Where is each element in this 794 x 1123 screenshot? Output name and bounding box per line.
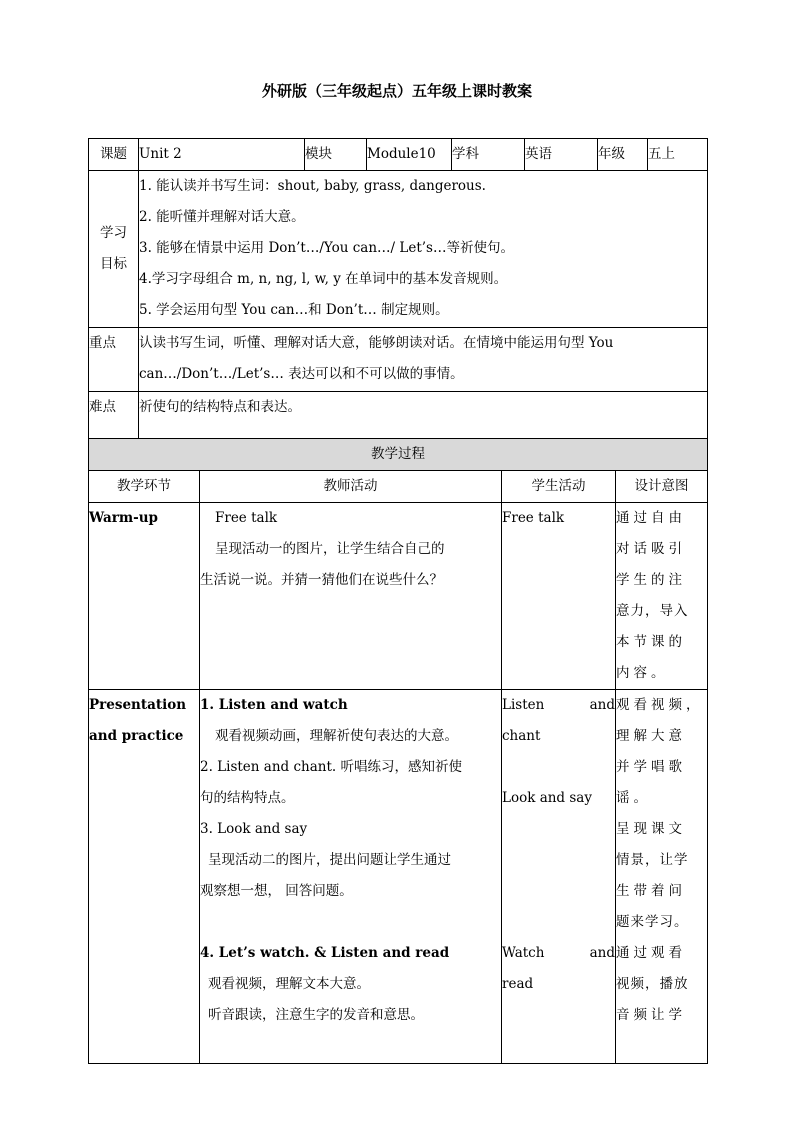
grade-value: 五上	[648, 139, 708, 171]
column-header-student: 学生活动	[502, 471, 616, 503]
column-header-row	[89, 471, 708, 503]
goal-item: 5. 学会运用句型 You can…和 Don’t… 制定规则。	[139, 302, 449, 318]
warmup-student-activity: Free talk	[502, 503, 616, 690]
presentation-row	[89, 690, 708, 1064]
key-points-label: 重点	[89, 328, 139, 392]
column-header-purpose: 设计意图	[616, 471, 708, 503]
topic-value: Unit 2	[139, 139, 305, 171]
lesson-info-table	[88, 138, 708, 440]
goals-label: 学习 目标	[89, 171, 139, 328]
student-activity-2: Look and say	[502, 790, 592, 806]
difficulty-text: 祈使句的结构特点和表达。	[139, 392, 708, 440]
key-points-row	[89, 328, 708, 392]
warmup-stage: Warm-up	[89, 503, 200, 690]
document-title: 外研版（三年级起点）五年级上课时教案	[261, 82, 532, 100]
goal-item: 2. 能听懂并理解对话大意。	[139, 209, 305, 225]
key-points-text: 认读书写生词，听懂、理解对话大意，能够朗读对话。在情境中能运用句型 You can…/Don’t…/Let’s… 表达可以和不可以做的事情。	[139, 328, 708, 392]
module-value: Module10	[367, 139, 452, 171]
presentation-purpose: 观看视频， 理解大意 并学唱歌 谣。 呈现课文 情景，让学 生带着问 题来学习。 通过观看 视频，播放 音频让学	[616, 690, 708, 1064]
subject-value: 英语	[525, 139, 598, 171]
warmup-teacher-activity: Free talk 呈现活动一的图片，让学生结合自己的 生活说一说。并猜一猜他们在说些什么？	[200, 503, 502, 690]
goal-item: 3. 能够在情景中运用 Don’t…/You can…/ Let’s…等祈使句。	[139, 240, 514, 256]
teaching-process-table	[88, 438, 708, 1064]
subject-label: 学科	[452, 139, 525, 171]
info-row	[89, 139, 708, 171]
warmup-row	[89, 503, 708, 690]
presentation-teacher-activity: 1. Listen and watch 观看视频动画，理解祈使句表达的大意。 2. Listen and chant. 听唱练习，感知祈使 句的结构特点。 3. Look and say 呈现活动二的图片，提出问题让学生通过 观察想一想， 回答问题。 4. Let’s watch. & Listen and read 观看视频，理解文本大意。 听音跟读，注意生字的发音和意思。	[200, 690, 502, 1064]
difficulty-row	[89, 392, 708, 440]
student-activity-3: Watch and	[502, 945, 615, 961]
presentation-student-activity: Listen and chant Look and say Watch and read	[502, 690, 616, 1064]
column-header-stage: 教学环节	[89, 471, 200, 503]
grade-label: 年级	[598, 139, 648, 171]
goals-list	[139, 171, 708, 328]
topic-label: 课题	[89, 139, 139, 171]
difficulty-label: 难点	[89, 392, 139, 440]
process-header-row	[89, 439, 708, 471]
student-activity-1: Listen and	[502, 697, 615, 713]
goal-item: 4.学习字母组合 m, n, ng, l, w, y 在单词中的基本发音规则。	[139, 271, 508, 287]
presentation-stage: Presentation and practice	[89, 690, 200, 1064]
goal-item: 1. 能认读并书写生词：shout, baby, grass, dangerous.	[139, 178, 486, 194]
column-header-teacher: 教师活动	[200, 471, 502, 503]
warmup-purpose: 通过自由 对话吸引 学生的注 意力，导入 本节课的 内容。	[616, 503, 708, 690]
goals-row	[89, 171, 708, 328]
process-header: 教学过程	[89, 439, 708, 471]
module-label: 模块	[305, 139, 367, 171]
